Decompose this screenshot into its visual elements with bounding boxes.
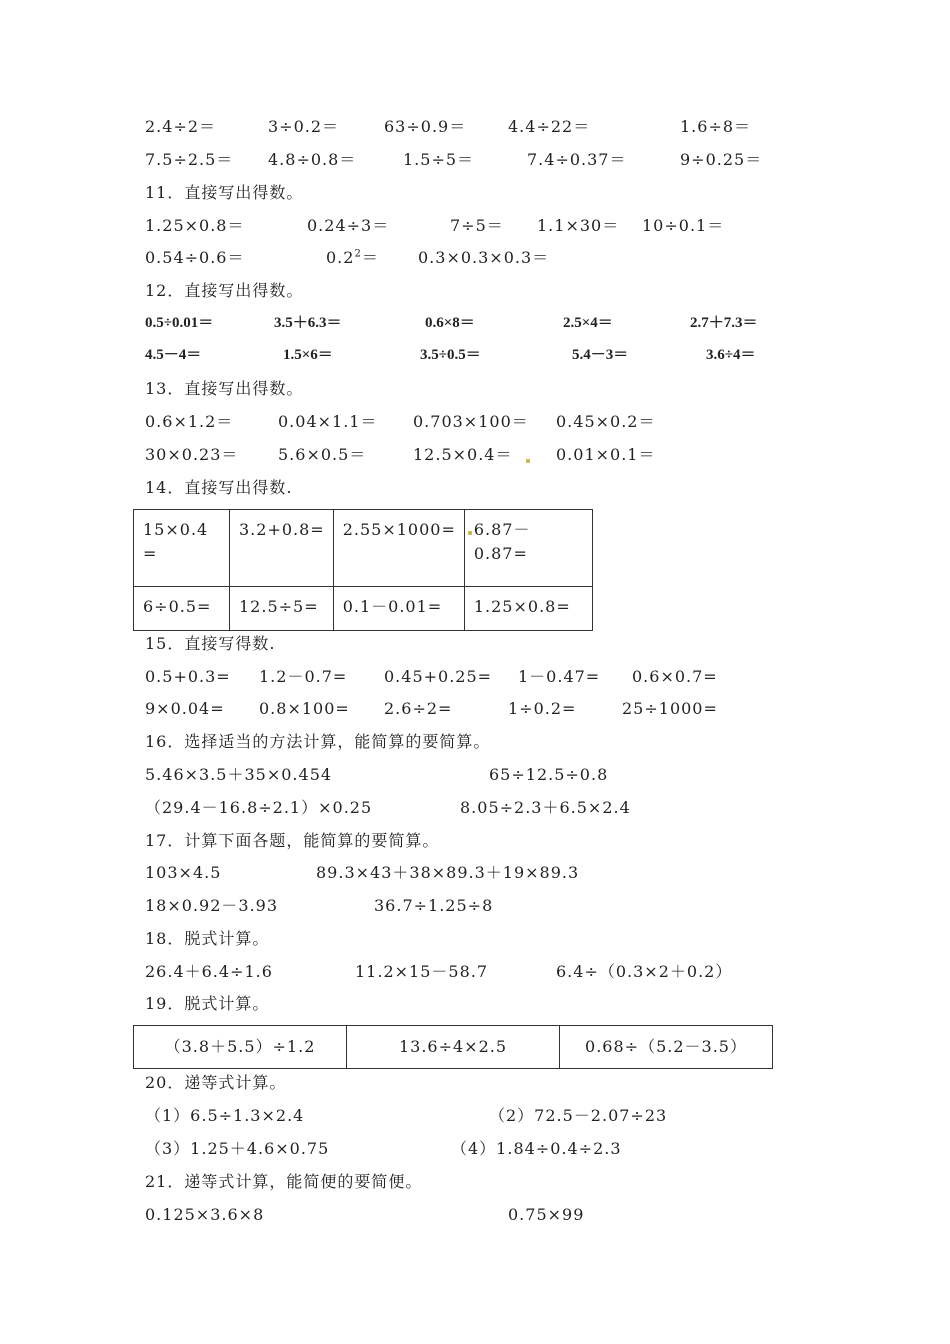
problem-text: 26.4＋6.4÷1.6 bbox=[145, 962, 273, 981]
problem-table bbox=[133, 1025, 773, 1069]
table-cell: 2.55×1000= bbox=[333, 510, 464, 587]
problem-text: 0.75×99 bbox=[508, 1205, 585, 1224]
problem-text: 1.5÷5＝ bbox=[403, 150, 475, 169]
problem-text: 2.5×4＝ bbox=[563, 315, 613, 331]
problem-text: 2.4÷2＝ bbox=[145, 117, 217, 136]
problem-text: 9×0.04= bbox=[145, 699, 225, 718]
problem-text: 0.6×8＝ bbox=[425, 315, 475, 331]
problem-text: 25÷1000= bbox=[622, 699, 718, 718]
problem-text: 0.8×100= bbox=[259, 699, 350, 718]
question-heading: 15．直接写得数. bbox=[145, 634, 276, 653]
problem-text: 8.05÷2.3＋6.5×2.4 bbox=[460, 798, 631, 817]
problem-text: （3）1.25＋4.6×0.75 bbox=[145, 1139, 330, 1158]
table-cell: 0.1－0.01= bbox=[333, 587, 464, 631]
problem-text: 2.7＋7.3＝ bbox=[690, 315, 758, 331]
table-cell: 3.2+0.8= bbox=[230, 510, 334, 587]
problem-text: 63÷0.9＝ bbox=[384, 117, 467, 136]
problem-text bbox=[326, 246, 379, 270]
table-row bbox=[134, 510, 593, 587]
problem-text: 4.4÷22＝ bbox=[508, 117, 591, 136]
problem-text: 1.2－0.7= bbox=[259, 667, 348, 686]
problem-text: 0.5÷0.01＝ bbox=[145, 315, 214, 331]
problem-text: 3÷0.2＝ bbox=[268, 117, 340, 136]
problem-text: 4.8÷0.8＝ bbox=[268, 150, 357, 169]
question-heading: 13．直接写出得数。 bbox=[145, 379, 304, 398]
problem-text: （4）1.84÷0.4÷2.3 bbox=[451, 1139, 622, 1158]
question-heading: 20．递等式计算。 bbox=[145, 1073, 287, 1092]
problem-text: 9÷0.25＝ bbox=[680, 150, 763, 169]
problem-text: 1÷0.2= bbox=[508, 699, 577, 718]
question-heading: 14．直接写出得数. bbox=[145, 478, 293, 497]
problem-text: 3.6÷4＝ bbox=[706, 347, 756, 363]
problem-text: 1.1×30＝ bbox=[537, 216, 620, 235]
question-heading: 17．计算下面各题，能简算的要简算。 bbox=[145, 831, 440, 850]
problem-text: 0.24÷3＝ bbox=[307, 216, 390, 235]
problem-text: 0.45+0.25= bbox=[384, 667, 493, 686]
problem-text: 1.6÷8＝ bbox=[680, 117, 752, 136]
problem-text: 4.5－4＝ bbox=[145, 347, 202, 363]
problem-text: 0.01×0.1＝ bbox=[556, 445, 656, 464]
problem-text: 0.6×0.7= bbox=[632, 667, 718, 686]
problem-text: 15×0.4 bbox=[143, 520, 209, 539]
problem-text: 30×0.23＝ bbox=[145, 445, 239, 464]
problem-text: 0.5+0.3= bbox=[145, 667, 231, 686]
table-cell: 1.25×0.8= bbox=[464, 587, 592, 631]
stray-mark-dot bbox=[468, 531, 472, 535]
problem-text: 12.5×0.4＝ bbox=[413, 445, 513, 464]
base-text: 0.2 bbox=[326, 248, 355, 267]
problem-text: 36.7÷1.25÷8 bbox=[374, 896, 494, 915]
table-cell: 6÷0.5= bbox=[134, 587, 230, 631]
problem-text: 7÷5＝ bbox=[450, 216, 504, 235]
problem-text: 5.4－3＝ bbox=[572, 347, 629, 363]
question-heading: 19．脱式计算。 bbox=[145, 994, 270, 1013]
question-heading: 18．脱式计算。 bbox=[145, 929, 270, 948]
question-heading: 16．选择适当的方法计算，能简算的要简算。 bbox=[145, 732, 491, 751]
table-row bbox=[134, 587, 593, 631]
problem-text: 3.5÷0.5＝ bbox=[420, 347, 481, 363]
problem-text: 1.5×6＝ bbox=[283, 347, 333, 363]
problem-text: 0.04×1.1＝ bbox=[278, 412, 378, 431]
problem-text: 3.5＋6.3＝ bbox=[274, 315, 342, 331]
problem-text: 5.46×3.5＋35×0.454 bbox=[145, 765, 333, 784]
problem-text: 0.54÷0.6＝ bbox=[145, 248, 245, 267]
problem-text: （1）6.5÷1.3×2.4 bbox=[145, 1106, 305, 1125]
exponent-text: 2 bbox=[354, 248, 362, 260]
problem-text: 11.2×15－58.7 bbox=[355, 962, 489, 981]
problem-text: 7.4÷0.37＝ bbox=[527, 150, 627, 169]
equals-text: = bbox=[143, 544, 158, 563]
question-heading: 21．递等式计算，能简便的要简便。 bbox=[145, 1172, 423, 1191]
problem-text: 1－0.47= bbox=[518, 667, 601, 686]
table-cell: 12.5÷5= bbox=[230, 587, 334, 631]
problem-text: （29.4－16.8÷2.1）×0.25 bbox=[145, 798, 373, 817]
problem-text: 18×0.92－3.93 bbox=[145, 896, 279, 915]
problem-text: 0.3×0.3×0.3＝ bbox=[418, 248, 550, 267]
question-heading: 11．直接写出得数。 bbox=[145, 183, 304, 202]
problem-table bbox=[133, 509, 593, 631]
problem-text: 0.6×1.2＝ bbox=[145, 412, 234, 431]
problem-text: 10÷0.1＝ bbox=[642, 216, 725, 235]
question-heading: 12．直接写出得数。 bbox=[145, 281, 304, 300]
table-cell: 0.68÷（5.2－3.5） bbox=[560, 1026, 773, 1069]
problem-text: 103×4.5 bbox=[145, 863, 222, 882]
table-cell bbox=[134, 510, 230, 587]
problem-text: 2.6÷2= bbox=[384, 699, 453, 718]
problem-text: 1.25×0.8＝ bbox=[145, 216, 245, 235]
table-cell: 13.6÷4×2.5 bbox=[347, 1026, 560, 1069]
problem-text: 65÷12.5÷0.8 bbox=[489, 765, 609, 784]
problem-text: 7.5÷2.5＝ bbox=[145, 150, 234, 169]
table-cell: （3.8＋5.5）÷1.2 bbox=[134, 1026, 347, 1069]
equals-text: ＝ bbox=[361, 248, 379, 267]
problem-text: 5.6×0.5＝ bbox=[278, 445, 367, 464]
problem-text: （2）72.5－2.07÷23 bbox=[489, 1106, 668, 1125]
table-row bbox=[134, 1026, 773, 1069]
table-cell: 6.87－0.87= bbox=[464, 510, 592, 587]
problem-text: 6.4÷（0.3×2＋0.2） bbox=[556, 962, 733, 981]
problem-text: 0.125×3.6×8 bbox=[145, 1205, 265, 1224]
problem-text: 0.703×100＝ bbox=[413, 412, 529, 431]
problem-text: 0.45×0.2＝ bbox=[556, 412, 656, 431]
stray-mark-dot bbox=[526, 459, 530, 463]
problem-text: 89.3×43＋38×89.3＋19×89.3 bbox=[316, 863, 580, 882]
